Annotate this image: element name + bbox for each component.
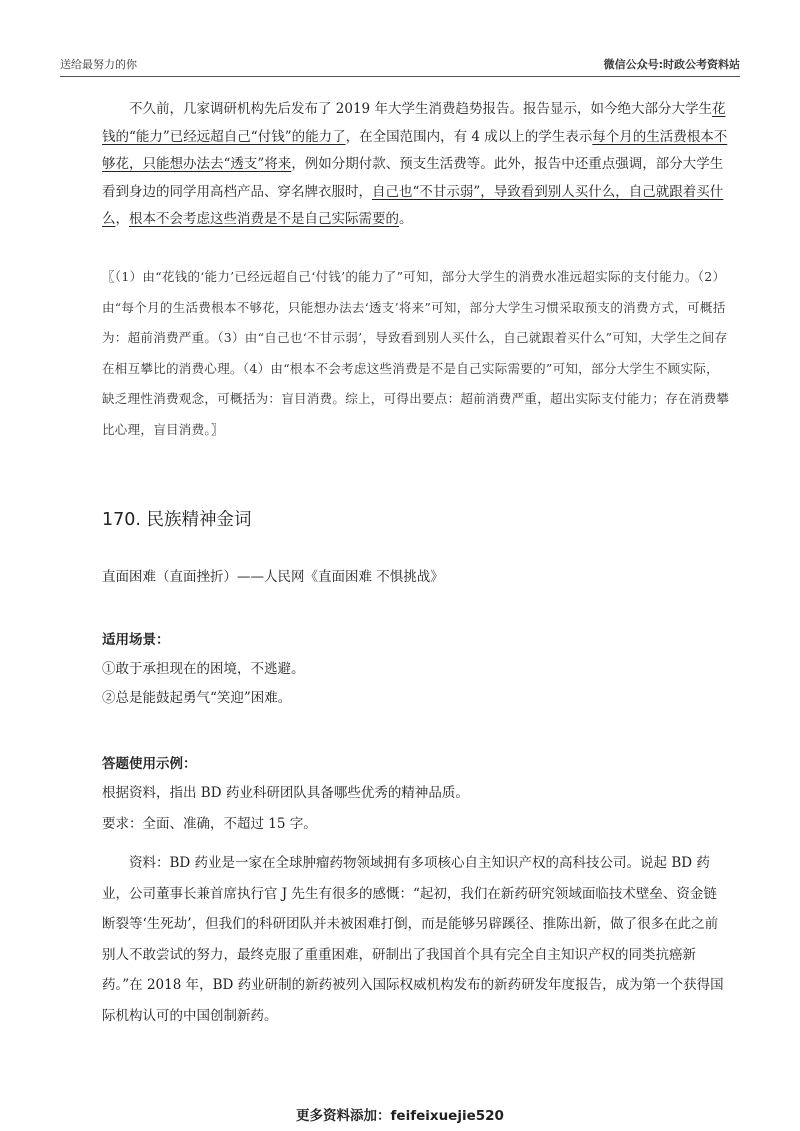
scenes-label: 适用场景： [102, 632, 170, 648]
page-header [60, 54, 740, 77]
scene-item-1: ①敢于承担现在的困境，不逃避。 [102, 661, 305, 677]
analysis-note: 〖（1）由“花钱的‘能力’已经远超自己‘付钱’的能力了”可知，部分大学生的消费水准远超实际的支付能力。（2）由“每个月的生活费根本不够花，只能想办法去‘透支’将来”可知，部分大学生习惯采取预支的消费方式，可概括为：超前消费严重。（3）由“自己也‘不甘示弱’，导致看到别人买什么，自己就跟着买什么”可知，大学生之间存在相互攀比的消费心理。（4）由“根本不会考虑这些消费是不是自己实际需要的”可知，部分大学生不顾实际，缺乏理性消费观念，可概括为：盲目消费。综上，可得出要点：超前消费严重，超出实际支付能力；存在消费攀比心理，盲目消费。〗 [102, 269, 730, 437]
para-underline-4: 根本不会考虑这些消费是不是自己实际需要的 [129, 211, 399, 228]
para-text-5: 。 [399, 211, 413, 228]
para-underline-2: 每个月的生活费根本不够花，只能想办法去“透支”将来 [102, 128, 728, 173]
section-title: 170. 民族精神金词 [102, 510, 252, 530]
quote-line: 直面困难（直面挫折）——人民网《直面困难 不惧挑战》 [102, 569, 444, 585]
para-text-1: 不久前，几家调研机构先后发布了 2019 年大学生消费趋势报告。报告显示，如今绝大部分大学生 [129, 101, 712, 117]
para-text-3: ，例如分期付款、预支生活费等。此外，报告中还重点强调，部分大学生看到身边的同学用高档产品、穿名牌衣服时， [102, 156, 724, 200]
example-task: 根据资料，指出 BD 药业科研团队具备哪些优秀的精神品质。 [102, 785, 469, 801]
example-material: 资料：BD 药业是一家在全球肿瘤药物领域拥有多项核心自主知识产权的高科技公司。说起 BD 药业，公司董事长兼首席执行官 J 先生有很多的感慨：“起初，我们在新药研究领域面临技术壁垒、资金链断裂等‘生死劫’，但我们的科研团队并未被困难打倒，而是能够另辟蹊径、推陈出新，做了很多在此之前别人不敢尝试的努力，最终克服了重重困难，研制出了我国首个具有完全自主知识产权的同类抗癌新药。”在 2018 年，BD 药业研制的新药被列入国际权威机构发布的新药研发年度报告，成为第一个获得国际机构认可的中国创制新药。 [102, 855, 724, 1024]
para-text-4: ， [115, 211, 129, 228]
page-footer: 更多资料添加：feifeixuejie520 [296, 1108, 504, 1124]
header-right-text: 微信公众号:时政公考资料站 [603, 58, 740, 71]
header-left-text: 送给最努力的你 [60, 58, 137, 71]
article-paragraph [102, 96, 730, 234]
para-text-2: ，在全国范围内，有 4 成以上的学生表示 [345, 128, 593, 145]
para-underline-3: 自己也“不甘示弱”，导致看到别人买什么，自己就跟着买什么 [102, 183, 724, 228]
scene-item-2: ②总是能鼓起勇气“笑迎”困难。 [102, 690, 292, 706]
example-label: 答题使用示例： [102, 756, 197, 772]
example-requirement: 要求：全面、准确，不超过 15 字。 [102, 816, 317, 832]
para-underline-1: 花钱的“能力”已经远超自己“付钱”的能力了 [102, 101, 726, 145]
